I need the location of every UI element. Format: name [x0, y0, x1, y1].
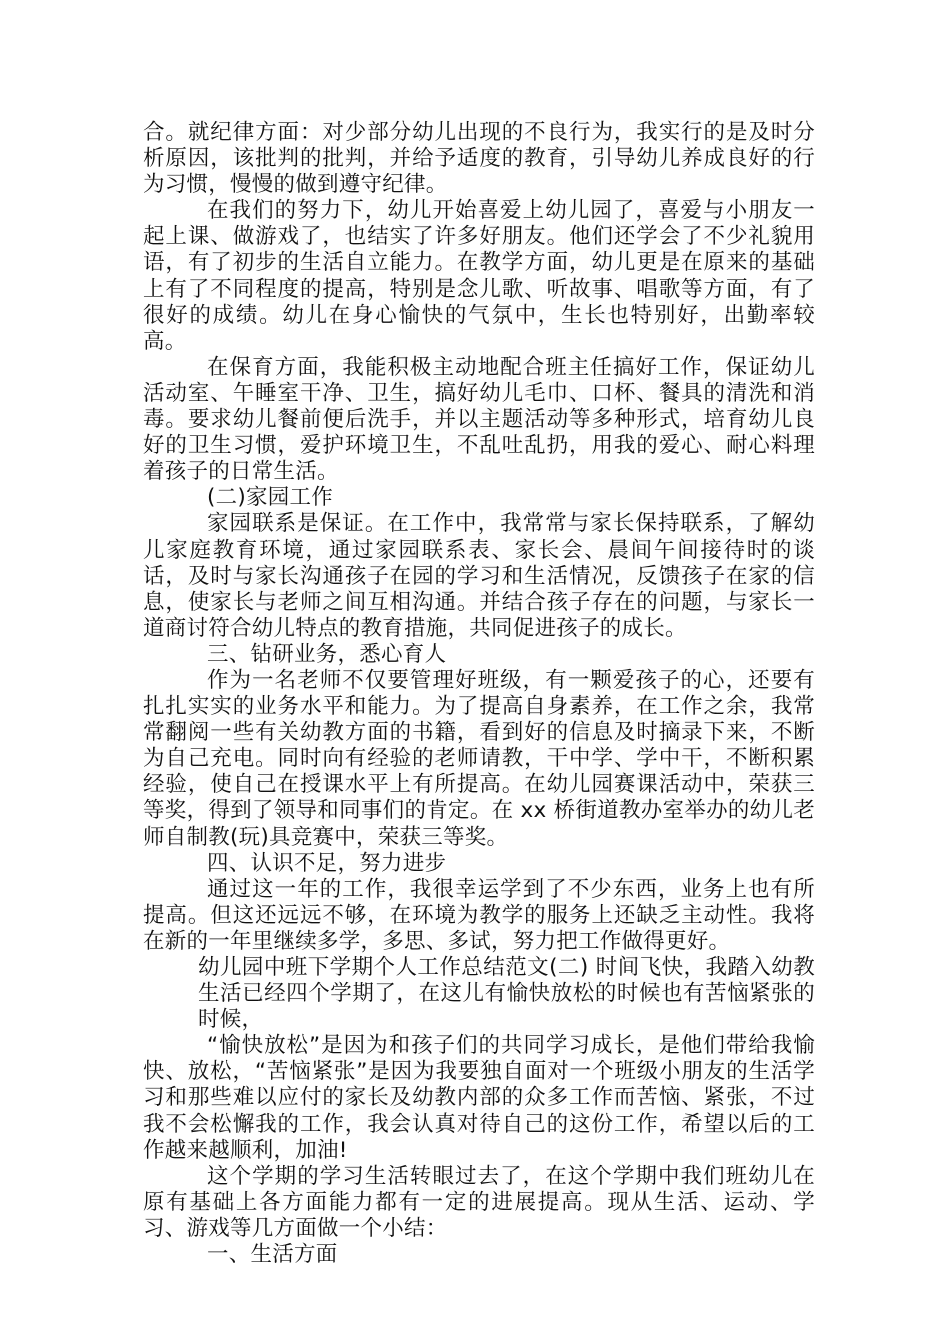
paragraph-semester-summary: 这个学期的学习生活转眼过去了，在这个学期中我们班幼儿在原有基础上各方面能力都有一定的进展提高。现从生活、运动、学习、游戏等几方面做一个小结： [143, 1163, 815, 1241]
paragraph-happy-relaxed: “愉快放松”是因为和孩子们的共同学习成长，是他们带给我愉快、放松，“苦恼紧张”是因为我要独自面对一个班级小朋友的生活学习和那些难以应付的家长及幼教内部的众多工作而苦恼、紧张，不过我不会松懈我的工作，我会认真对待自己的这份工作，希望以后的工作越来越顺利，加油! [143, 1033, 815, 1163]
paragraph-home-school: 家园联系是保证。在工作中，我常常与家长保持联系，了解幼儿家庭教育环境，通过家园联系表、家长会、晨间午间接待时的谈话，及时与家长沟通孩子在园的学习和生活情况，反馈孩子在家的信息，使家长与老师之间互相沟通。并结合孩子存在的问题，与家长一道商讨符合幼儿特点的教育措施，共同促进孩子的成长。 [143, 511, 815, 641]
heading-daily-life: 一、生活方面 [207, 1242, 338, 1268]
paragraph-sample-two-intro: 幼儿园中班下学期个人工作总结范文(二) 时间飞快，我踏入幼教生活已经四个学期了，在这儿有愉快放松的时候也有苦恼紧张的时候， [198, 955, 815, 1033]
heading-professional-study: 三、钻研业务，悉心育人 [207, 641, 447, 667]
paragraph-childcare: 在保育方面，我能积极主动地配合班主任搞好工作，保证幼儿活动室、午睡室干净、卫生，搞好幼儿毛巾、口杯、餐具的清洗和消毒。要求幼儿餐前便后洗手，并以主题活动等多种形式，培育幼儿良好的卫生习惯，爱护环境卫生，不乱吐乱扔，用我的爱心、耐心料理着孩子的日常生活。 [143, 354, 815, 485]
heading-shortcomings: 四、认识不足，努力进步 [207, 850, 447, 876]
paragraph-shortcomings: 通过这一年的工作，我很幸运学到了不少东西，业务上也有所提高。但这还远远不够，在环境为教学的服务上还缺乏主动性。我将在新的一年里继续多学，多思、多试，努力把工作做得更好。 [143, 876, 815, 954]
paragraph-professional-study: 作为一名老师不仅要管理好班级，有一颗爱孩子的心，还要有扎扎实实的业务水平和能力。为了提高自身素养，在工作之余，我常常翻阅一些有关幼教方面的书籍，看到好的信息及时摘录下来，不断为自己充电。同时向有经验的老师请教，干中学、学中干，不断积累经验，使自己在授课水平上有所提高。在幼儿园赛课活动中，荣获三等奖，得到了领导和同事们的肯定。在 xx 桥街道教办室举办的幼儿老师自制教(玩)具竞赛中，荣获三等奖。 [143, 667, 815, 850]
paragraph-discipline: 合。就纪律方面：对少部分幼儿出现的不良行为，我实行的是及时分析原因，该批判的批判，并给予适度的教育，引导幼儿养成良好的行为习惯，慢慢的做到遵守纪律。 [143, 120, 815, 198]
paragraph-effort: 在我们的努力下，幼儿开始喜爱上幼儿园了，喜爱与小朋友一起上课、做游戏了，也结实了许多好朋友。他们还学会了不少礼貌用语，有了初步的生活自立能力。在教学方面，幼儿更是在原来的基础上有了不同程度的提高，特别是念儿歌、听故事、唱歌等方面，有了很好的成绩。幼儿在身心愉快的气氛中，生长也特别好，出勤率较高。 [143, 198, 815, 354]
heading-home-school: (二)家园工作 [207, 485, 334, 511]
document-body [143, 120, 815, 1268]
